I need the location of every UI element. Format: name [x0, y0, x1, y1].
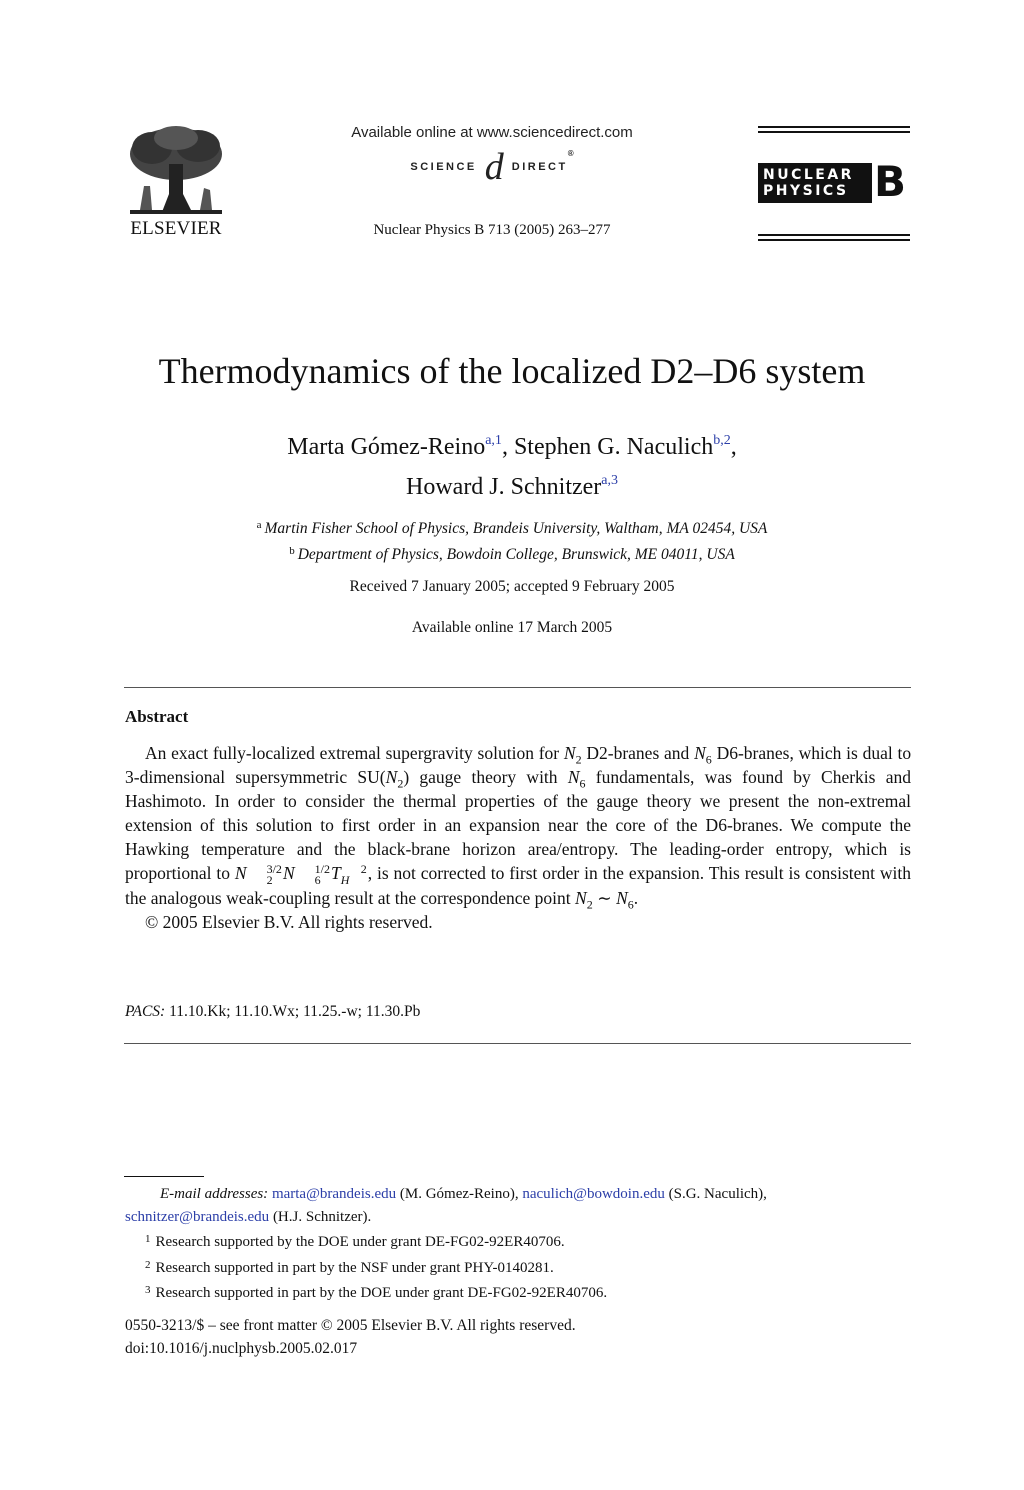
math-n: N	[694, 743, 706, 763]
footnote-text: Research supported by the DOE under grant DE-FG02-92ER40706.	[155, 1234, 565, 1250]
author-line-2	[0, 464, 1024, 504]
sd-at-glyph: d	[484, 146, 504, 188]
email-owner: (H.J. Schnitzer).	[272, 1208, 372, 1225]
abstract-text: .	[633, 887, 639, 908]
footnote-item	[125, 1279, 911, 1305]
online-date: Available online 17 March 2005	[411, 619, 613, 636]
sciencedirect-logo	[300, 146, 684, 188]
math-sub: 6	[579, 776, 586, 791]
math-n: N	[567, 767, 580, 787]
footnote-item	[125, 1228, 911, 1254]
footnotes	[125, 1183, 911, 1305]
np-rule-top-2	[758, 131, 910, 133]
affiliation-mark: b	[289, 545, 295, 557]
elsevier-logo	[122, 124, 230, 240]
math-sim: ∼	[592, 887, 617, 908]
email-link[interactable]: marta@brandeis.edu	[271, 1186, 397, 1202]
abstract-paragraph	[125, 741, 911, 910]
footnote-rule	[124, 1176, 204, 1177]
footnote-mark: 2	[145, 1258, 151, 1271]
journal-citation: Nuclear Physics B 713 (2005) 263–277	[373, 222, 611, 238]
author-line-1	[0, 424, 1024, 464]
math-sub: H	[340, 872, 350, 887]
email-addresses	[125, 1183, 911, 1228]
affiliation-text: Martin Fisher School of Physics, Brandeis University, Waltham, MA 02454, USA	[264, 520, 768, 537]
abstract-text: ) gauge theory with	[403, 767, 558, 787]
math-n: N	[282, 863, 295, 883]
math-sub: 2	[586, 897, 593, 912]
abstract-bottom-rule	[124, 1043, 911, 1044]
math-sub: 6	[314, 872, 321, 887]
author-affil-marks[interactable]: a,1	[485, 433, 502, 448]
math-sup: 2	[360, 861, 367, 876]
author-separator: ,	[730, 434, 737, 460]
abstract-text: An exact fully-localized extremal supergravity solution for	[145, 743, 560, 763]
pacs-line	[125, 1003, 420, 1021]
math-sub: 2	[266, 872, 273, 887]
email-link[interactable]: schnitzer@brandeis.edu	[125, 1208, 270, 1225]
email-owner: (M. Gómez-Reino),	[399, 1186, 519, 1202]
imprint	[125, 1315, 576, 1360]
math-sup: 3/2	[266, 861, 282, 876]
math-sub: 6	[705, 752, 712, 767]
sd-direct-word: DIRECT	[511, 161, 568, 173]
abstract-text: , is not corrected to first order in the expansion. This result is consistent with the analogous weak-coupling result at the correspondence point	[125, 863, 912, 908]
np-logo-box	[758, 163, 872, 203]
affiliation-a	[0, 514, 1024, 540]
author-name[interactable]: Howard J. Schnitzer	[406, 474, 602, 500]
email-owner: (S.G. Naculich),	[668, 1186, 767, 1202]
math-n: N	[234, 863, 247, 883]
math-n: N	[616, 887, 628, 908]
pacs-codes: 11.10.Kk; 11.10.Wx; 11.25.-w; 11.30.Pb	[169, 1003, 421, 1020]
affiliation-text: Department of Physics, Bowdoin College, Brunswick, ME 04011, USA	[297, 546, 735, 563]
tree-icon	[122, 124, 230, 216]
author-list	[0, 424, 1024, 504]
sciencedirect-availability[interactable]: Available online at www.sciencedirect.com	[351, 124, 633, 141]
math-sub: 2	[575, 752, 582, 767]
affiliations	[0, 514, 1024, 566]
abstract-heading: Abstract	[125, 707, 189, 726]
footnote-item	[125, 1254, 911, 1280]
footnote-text: Research supported in part by the NSF under grant PHY-0140281.	[155, 1259, 554, 1276]
doi-line[interactable]: doi:10.1016/j.nuclphysb.2005.02.017	[125, 1339, 358, 1357]
np-rule-bottom-1	[758, 234, 910, 236]
sd-science-word: SCIENCE	[410, 161, 477, 173]
math-n: N	[563, 743, 576, 763]
footnote-mark: 3	[145, 1284, 151, 1296]
math-n: N	[385, 767, 398, 787]
np-logo-line2: PHYSICS	[763, 183, 849, 199]
abstract-text: D2-branes and	[586, 743, 690, 763]
footnote-mark: 1	[145, 1233, 151, 1245]
author-affil-marks[interactable]: b,2	[713, 433, 731, 448]
math-sup: 1/2	[314, 861, 330, 876]
email-link[interactable]: naculich@bowdoin.edu	[522, 1186, 665, 1202]
math-supsub	[295, 861, 330, 887]
abstract-copyright: © 2005 Elsevier B.V. All rights reserved.	[145, 911, 433, 932]
author-name[interactable]: Stephen G. Naculich	[513, 434, 714, 460]
abstract-top-rule	[124, 687, 911, 688]
abstract-text: D6-branes, which is dual to 3-dimensional supersymmetric SU(	[125, 743, 912, 787]
abstract-text: fundamentals, was found by Cherkis and Hashimoto. In order to consider the thermal properties of the gauge theory we present the non-extremal extension of this solution to first order in an expansion near the core of the D6-branes. We compute the Hawking temperature and the black-brane horizon area/entropy. The leading-order entropy, which is proportional to	[125, 767, 911, 883]
footnote-text: Research supported in part by the DOE under grant DE-FG02-92ER40706.	[155, 1285, 608, 1301]
np-rule-bottom-2	[758, 239, 910, 241]
math-sub: 2	[397, 776, 404, 791]
issn-copyright-line: 0550-3213/$ – see front matter © 2005 Elsevier B.V. All rights reserved.	[125, 1317, 576, 1334]
abstract-body	[125, 741, 911, 934]
elsevier-wordmark: ELSEVIER	[130, 218, 222, 239]
article-title: Thermodynamics of the localized D2–D6 system	[158, 351, 866, 391]
np-rule-top-1	[758, 126, 910, 128]
sd-registered-mark: ®	[567, 149, 574, 158]
author-name[interactable]: Marta Gómez-Reino	[287, 434, 486, 460]
math-supsub	[247, 861, 282, 887]
math-t: T	[330, 863, 341, 883]
np-logo-line1: NUCLEAR	[763, 167, 854, 183]
author-affil-marks[interactable]: a,3	[601, 473, 618, 488]
affiliation-mark: a	[256, 519, 262, 531]
email-label: E-mail addresses:	[160, 1186, 269, 1202]
affiliation-b	[0, 540, 1024, 566]
math-supsub	[340, 861, 367, 887]
np-logo-letter: B	[874, 157, 907, 206]
author-separator: ,	[501, 434, 514, 460]
math-n: N	[575, 887, 587, 908]
received-accepted-dates: Received 7 January 2005; accepted 9 February 2005	[349, 578, 675, 595]
math-sub: 6	[627, 897, 634, 912]
pacs-label: PACS:	[125, 1003, 166, 1020]
